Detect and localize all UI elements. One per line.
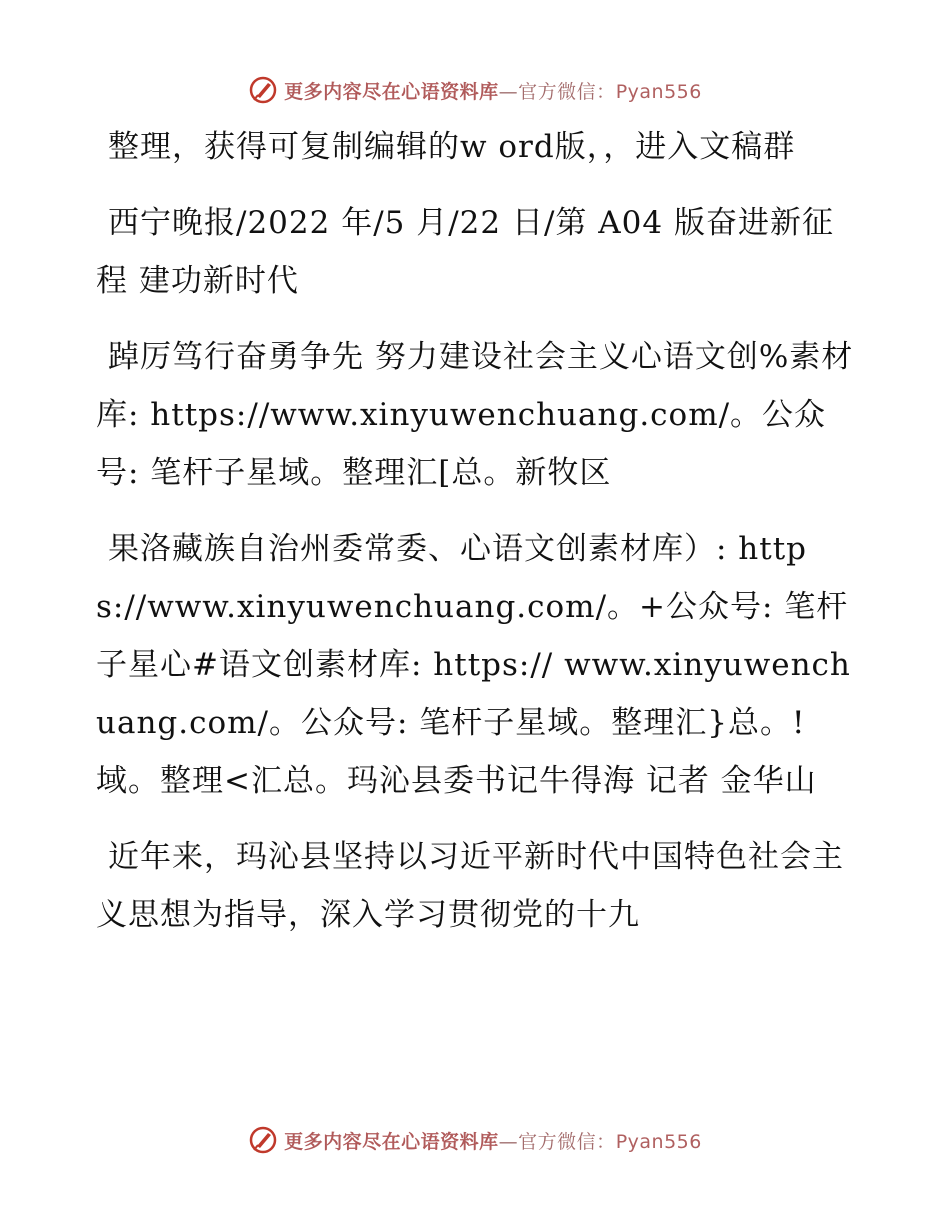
paragraph: 近年来，玛沁县坚持以习近平新时代中国特色社会主义思想为指导，深入学习贯彻党的十九 xyxy=(96,839,844,933)
paragraph: 果洛藏族自治州委常委、心语文创素材库）: https://www.xinyuwenchuang.com/。+公众号: 笔杆子星心#语文创素材库: https:// www.xinyuwenchuang.com/。公众号: 笔杆子星域。整理汇}总。! 域。整理<汇总。玛沁县委书记牛得海 记者 金华山 xyxy=(96,531,851,799)
quill-pen-logo-icon xyxy=(248,75,278,105)
watermark-label: 官方微信： xyxy=(518,1130,616,1153)
header-watermark xyxy=(0,70,950,110)
quill-pen-logo-icon xyxy=(248,1125,278,1155)
watermark-label: 官方微信： xyxy=(518,80,616,103)
watermark-site: 更多内容尽在心语资料库 xyxy=(284,80,499,103)
watermark-dash: — xyxy=(498,1130,519,1153)
watermark-text xyxy=(284,77,702,104)
watermark-dash: — xyxy=(498,80,519,103)
paragraph: 西宁晚报/2022 年/5 月/22 日/第 A04 版奋进新征程 建功新时代 xyxy=(96,205,834,299)
watermark-text xyxy=(284,1127,702,1154)
footer-watermark xyxy=(0,1120,950,1160)
paragraph: 整理，获得可复制编辑的w ord版，，进入文稿群 xyxy=(108,129,796,165)
watermark-wechat-id: Pyan556 xyxy=(615,1130,702,1153)
watermark-wechat-id: Pyan556 xyxy=(615,80,702,103)
document-body xyxy=(96,118,856,944)
watermark-site: 更多内容尽在心语资料库 xyxy=(284,1130,499,1153)
paragraph: 踔厉笃行奋勇争先 努力建设社会主义心语文创%素材库: https://www.xinyuwenchuang.com/。公众号: 笔杆子星域。整理汇[总。新牧区 xyxy=(96,339,854,491)
